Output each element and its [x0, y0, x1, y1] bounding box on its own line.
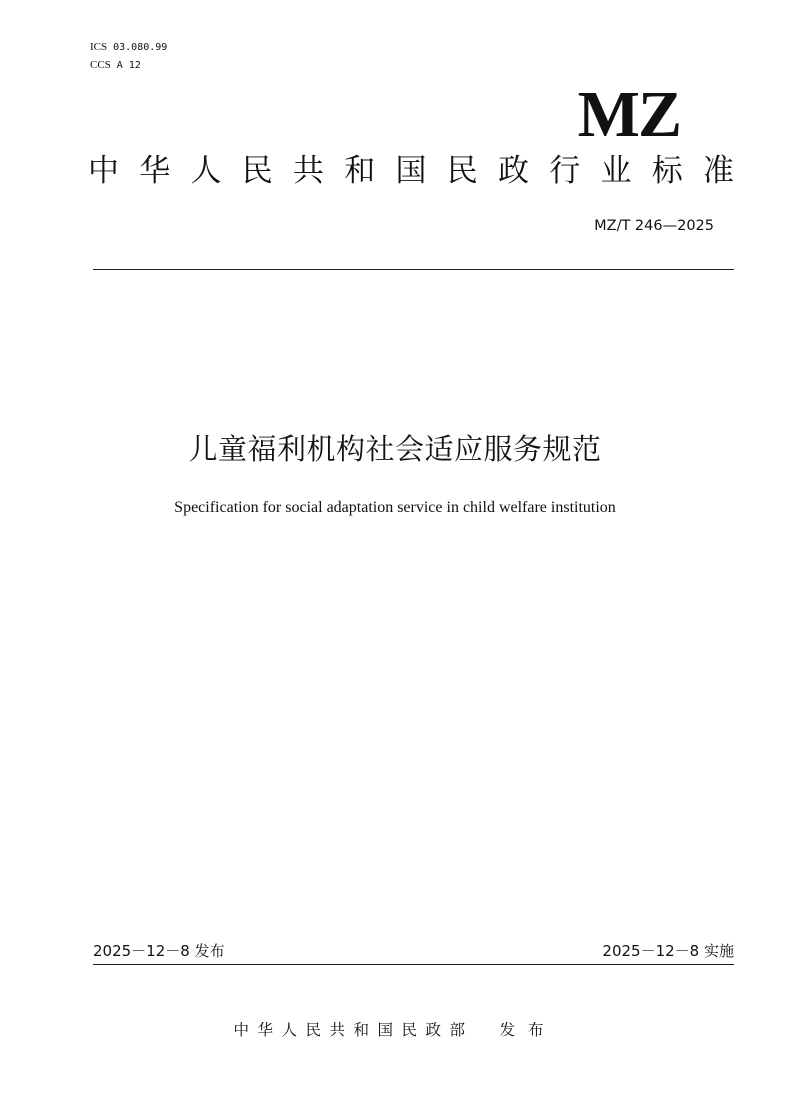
standard-type-heading	[88, 148, 734, 194]
document-title-english: Specification for social adaptation service in child welfare institution	[174, 499, 616, 516]
ics-label: ICS	[90, 41, 108, 53]
standard-type-char: 华	[139, 153, 171, 189]
ccs-value: A 12	[116, 60, 141, 71]
standard-type-char: 民	[446, 153, 478, 189]
standard-type-char: 标	[651, 153, 683, 189]
standard-number: MZ/T 246—2025	[594, 218, 714, 234]
ccs-code	[90, 58, 141, 73]
publisher-organization: 中华人民共和国民政部	[233, 1021, 474, 1039]
standard-type-char: 共	[293, 153, 324, 189]
standard-type-char: 业	[600, 153, 632, 189]
footer-divider	[93, 964, 734, 965]
ics-code	[90, 40, 167, 55]
standard-type-char: 准	[703, 153, 734, 189]
document-title-chinese: 儿童福利机构社会适应服务规范	[188, 432, 602, 466]
header-divider	[93, 269, 734, 270]
standard-type-char: 人	[190, 153, 222, 189]
standard-logo: MZ	[577, 78, 680, 151]
implementation-date: 2025－12－8 实施	[602, 942, 734, 960]
ics-value: 03.080.99	[113, 42, 168, 53]
standard-type-char: 民	[241, 153, 273, 189]
standard-type-char: 中	[88, 153, 119, 189]
standard-type-char: 行	[549, 153, 581, 189]
standard-type-char: 政	[498, 153, 529, 189]
standard-type-char: 国	[395, 153, 427, 189]
standard-type-char: 和	[344, 153, 376, 189]
publisher-action: 发布	[499, 1021, 557, 1039]
ccs-label: CCS	[90, 59, 111, 71]
publisher-line	[0, 1018, 790, 1042]
issue-date: 2025－12－8 发布	[93, 942, 225, 960]
